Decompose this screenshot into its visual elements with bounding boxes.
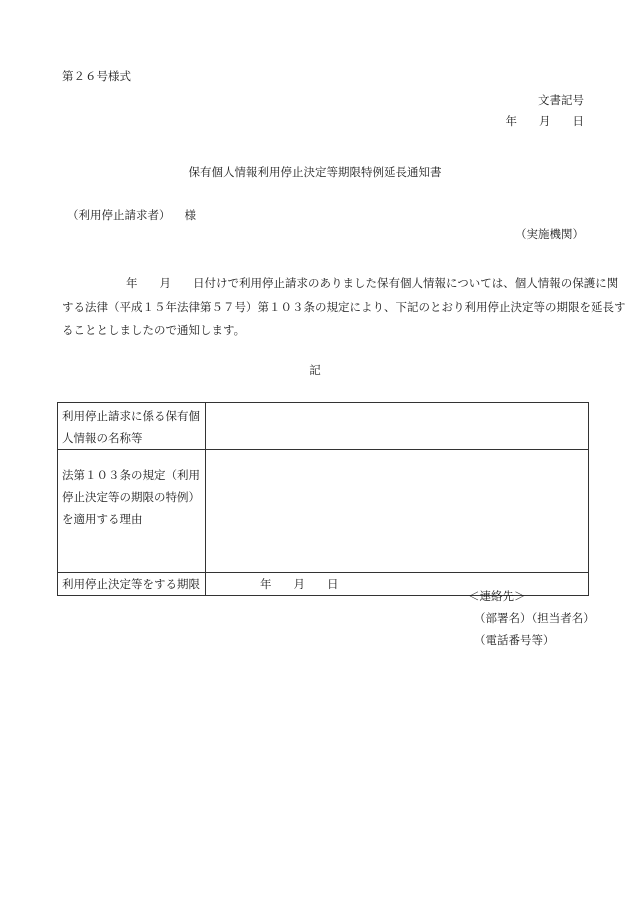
- request-info-name-label: 利用停止請求に係る保有個人情報の名称等: [58, 403, 206, 450]
- notice-body: [62, 272, 626, 343]
- addressee: [67, 207, 196, 223]
- body-line-1: [62, 272, 619, 296]
- document-code: 文書記号: [538, 93, 584, 107]
- date-year-label: 年: [505, 114, 517, 128]
- body-year-label: 年: [126, 276, 138, 290]
- form-number: 第２６号様式: [62, 69, 131, 83]
- body-line-3: ることとしましたので通知します。: [62, 323, 246, 337]
- request-info-name-value: [206, 403, 589, 450]
- addressee-name: （利用停止請求者）: [67, 208, 171, 222]
- contact-phone: （電話番号等）: [474, 633, 555, 647]
- contact-heading: ＜連絡先＞: [468, 589, 526, 603]
- deadline-year-label: 年: [260, 577, 272, 591]
- contact-department: （部署名）（担当者名）: [474, 611, 595, 625]
- body-line-2: する法律（平成１５年法律第５７号）第１０３条の規定により、下記のとおり利用停止決定等の期限を延長す: [62, 299, 626, 314]
- issuing-agency: （実施機関）: [515, 227, 584, 241]
- table-row: [58, 450, 589, 573]
- deadline-month-label: 月: [293, 577, 305, 591]
- deadline-label: 利用停止決定等をする期限: [58, 573, 206, 596]
- extension-reason-value: [206, 450, 589, 573]
- ki-heading: 記: [309, 363, 321, 377]
- document-title: 保有個人情報利用停止決定等期限特例延長通知書: [188, 165, 442, 179]
- deadline-value: [206, 573, 589, 596]
- deadline-day-label: 日: [327, 577, 339, 591]
- extension-reason-label: 法第１０３条の規定（利用停止決定等の期限の特例）を適用する理由: [58, 450, 206, 573]
- body-month-label: 月: [159, 276, 171, 290]
- date-day-label: 日: [572, 114, 584, 128]
- body-line-1-text: 日付けで利用停止請求のありました保有個人情報については、個人情報の保護に関: [193, 276, 619, 290]
- details-table: [57, 402, 589, 596]
- table-row: [58, 403, 589, 450]
- date-month-label: 月: [539, 114, 551, 128]
- addressee-honorific: 様: [184, 208, 196, 222]
- document-date: [506, 113, 585, 129]
